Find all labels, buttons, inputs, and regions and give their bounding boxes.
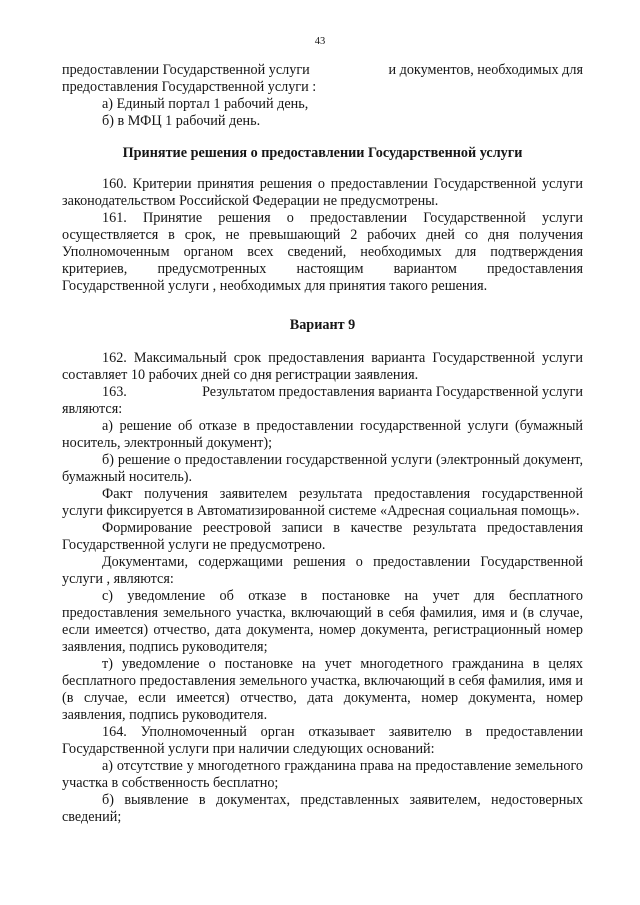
paragraph-163 <box>62 384 583 401</box>
intro-line1-part-a: предоставлении Государственной услуги <box>62 62 310 78</box>
intro-item-a: а) Единый портал 1 рабочий день, <box>102 96 309 112</box>
paragraph-161-line-5: Государственной услуги , необходимых для принятия такого решения. <box>62 278 488 294</box>
paragraph-161-line-2: осуществляется в срок, не превышающий 2 рабочих дней со дня получения <box>62 227 583 243</box>
paragraph-164: 164. Уполномоченный орган отказывает заявителю в предоставлении Государственной услуги при наличии следующих оснований: <box>62 724 583 757</box>
paragraph-161-line-4: критериев, предусмотренных настоящим вариантом предоставления <box>62 261 583 277</box>
paragraph-163-text: Результатом предоставления варианта Государственной услуги <box>202 384 583 400</box>
paragraph-161-line-3: Уполномоченным органом всех сведений, необходимых для подтверждения <box>62 244 583 260</box>
paragraph-item-c: с) уведомление об отказе в постановке на учет для бесплатного предоставления земельного участка, включающий в себя фамилия, имя и (в случае, если имеется) отчество, дата документа, номер документа, регистрационный номер заявления, подпись руководителя; <box>62 588 583 655</box>
paragraph-161-line-1: 161. Принятие решения о предоставлении Государственной услуги <box>102 210 583 226</box>
paragraph-163-number: 163. <box>102 384 127 400</box>
paragraph-164-item-a: а) отсутствие у многодетного гражданина права на предоставление земельного участка в собственность бесплатно; <box>62 758 583 791</box>
intro-line1-part-b: и документов, необходимых для <box>388 62 583 78</box>
intro-item-b: б) в МФЦ 1 рабочий день. <box>102 113 261 129</box>
paragraph-160: 160. Критерии принятия решения о предоставлении Государственной услуги законодательством Российской Федерации не предусмотрены. <box>62 176 583 209</box>
paragraph-163-item-a: а) решение об отказе в предоставлении государственной услуги (бумажный носитель, электронный документ); <box>62 418 583 451</box>
paragraph-161 <box>62 210 583 295</box>
page-number: 43 <box>314 36 326 47</box>
paragraph-fact: Факт получения заявителем результата предоставления государственной услуги фиксируется в Автоматизированной системе «Адресная социальная помощь». <box>62 486 583 519</box>
intro-second-line: предоставления Государственной услуги : <box>62 79 317 95</box>
paragraph-163-item-b: б) решение о предоставлении государственной услуги (электронный документ, бумажный носитель). <box>62 452 583 485</box>
paragraph-registry: Формирование реестровой записи в качестве результата предоставления Государственной услуги не предусмотрено. <box>62 520 583 553</box>
paragraph-164-item-b: б) выявление в документах, представленных заявителем, недостоверных сведений; <box>62 792 583 825</box>
paragraph-item-t: т) уведомление о постановке на учет многодетного гражданина в целях бесплатного предоставления земельного участка, включающий в себя фамилия, имя и (в случае, если имеется) отчество, дата документа, номер документа, номер заявления, подпись руководителя. <box>62 656 583 723</box>
paragraph-162: 162. Максимальный срок предоставления варианта Государственной услуги составляет 10 рабочих дней со дня регистрации заявления. <box>62 350 583 383</box>
paragraph-163-continuation: являются: <box>62 401 123 417</box>
paragraph-documents: Документами, содержащими решения о предоставлении Государственной услуги , являются: <box>62 554 583 587</box>
heading-variant: Вариант 9 <box>289 317 356 333</box>
heading-decision: Принятие решения о предоставлении Государственной услуги <box>122 145 523 161</box>
intro-first-line <box>62 62 583 79</box>
document-body <box>62 62 583 826</box>
